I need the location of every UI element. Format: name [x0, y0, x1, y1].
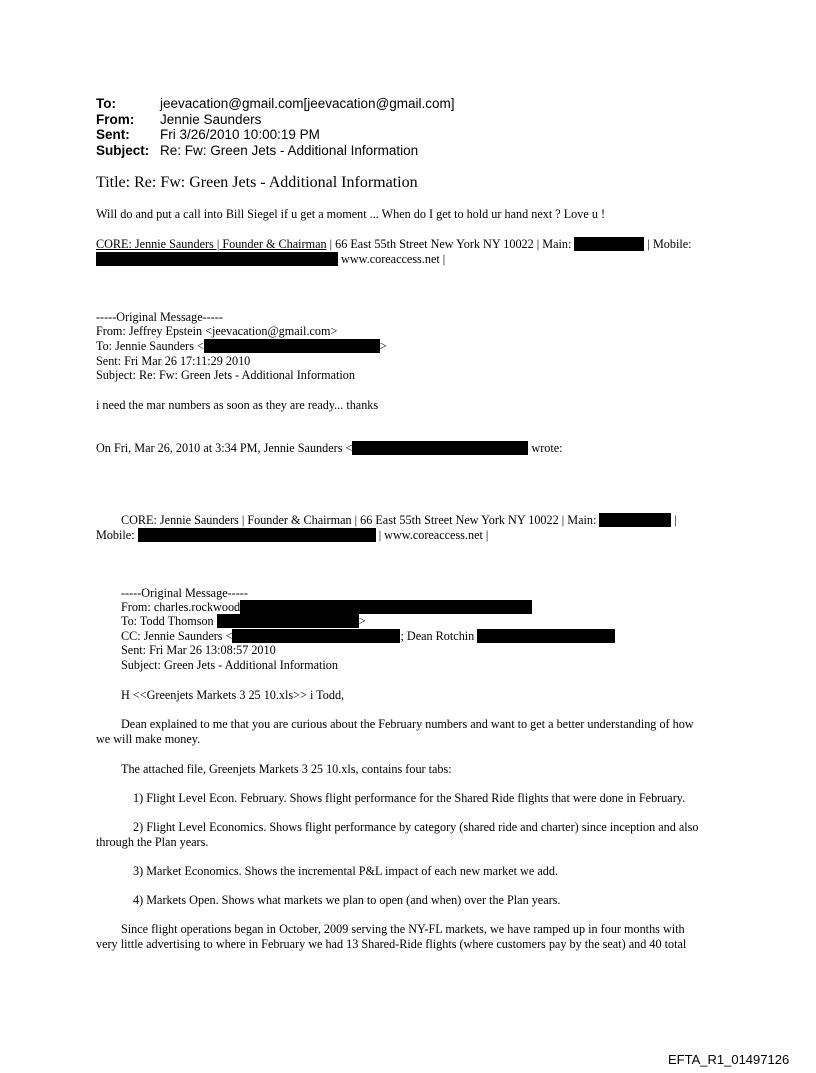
signature-2-core: CORE: Jennie Saunders | Founder & Chairman | 66 East 55th Street New York NY 10022 | Main: — [121, 513, 597, 527]
quote-prefix: On Fri, Mar 26, 2010 at 3:34 PM, Jennie Saunders < — [96, 441, 353, 455]
to-text: To: Jennie Saunders < — [96, 339, 204, 353]
original-message-2-marker: -----Original Message----- — [121, 586, 248, 600]
original-message-2-subject: Subject: Green Jets - Additional Information — [121, 658, 338, 672]
original-message-1-sent: Sent: Fri Mar 26 17:11:29 2010 — [96, 354, 251, 368]
original-message-1-marker: -----Original Message----- — [96, 310, 223, 324]
from-text: From: charles.rockwood — [121, 600, 241, 614]
signature-website: www.coreaccess.net | — [341, 252, 446, 266]
original-message-2-sent: Sent: Fri Mar 26 13:08:57 2010 — [121, 643, 276, 657]
redaction-box — [217, 614, 359, 628]
redaction-box — [477, 629, 615, 643]
original-message-1-body: i need the mar numbers as soon as they are ready... thanks — [96, 398, 379, 412]
original-message-1-to — [96, 339, 387, 353]
paragraph-3-line-1: Since flight operations began in October, 2009 serving the NY-FL markets, we have ramped up in four months with — [121, 922, 685, 936]
to-text: To: Todd Thomson — [121, 614, 214, 628]
signature-core-rest: | 66 East 55th Street New York NY 10022 | Main: — [326, 237, 572, 251]
signature-2-line-1 — [121, 513, 677, 527]
signature-2-line-2 — [96, 528, 488, 542]
original-message-2-cc — [121, 629, 615, 643]
list-item-2-line-2: through the Plan years. — [96, 835, 209, 849]
from-label: From: — [96, 111, 135, 127]
sent-row — [96, 127, 455, 143]
from-value: Jennie Saunders — [160, 111, 262, 127]
paragraph-2: The attached file, Greenjets Markets 3 25 10.xls, contains four tabs: — [121, 762, 452, 776]
original-message-1-from: From: Jeffrey Epstein <jeevacation@gmail.com> — [96, 324, 338, 338]
redaction-box — [204, 339, 380, 353]
to-row — [96, 96, 455, 112]
to-end: > — [358, 614, 366, 628]
bates-number: EFTA_R1_01497126 — [668, 1052, 790, 1067]
signature-mobile-label: | Mobile: — [647, 237, 692, 251]
email-header — [96, 96, 455, 158]
original-message-2-to — [121, 614, 366, 628]
redaction-box — [574, 237, 644, 251]
to-value: jeevacation@gmail.com[jeevacation@gmail.com] — [160, 96, 455, 111]
signature-1-line-1 — [96, 237, 692, 251]
greeting: H <<Greenjets Markets 3 25 10.xls>> i Todd, — [121, 688, 345, 702]
redaction-box — [138, 528, 376, 542]
original-message-2-from — [121, 600, 532, 614]
original-message-1-subject: Subject: Re: Fw: Green Jets - Additional Information — [96, 368, 355, 382]
paragraph-3-line-2: very little advertising to where in February we had 13 Shared-Ride flights (where customers pay by the seat) and 40 total — [96, 937, 687, 951]
redaction-box — [599, 513, 671, 527]
quote-header — [96, 441, 563, 455]
list-item-3: 3) Market Economics. Shows the incremental P&L impact of each new market we add. — [133, 864, 558, 878]
redaction-box — [232, 629, 400, 643]
list-item-4: 4) Markets Open. Shows what markets we plan to open (and when) over the Plan years. — [133, 893, 561, 907]
to-label: To: — [96, 96, 116, 111]
signature-2-bar: | — [674, 513, 677, 527]
signature-1-line-2 — [96, 252, 445, 266]
document-title: Title: Re: Fw: Green Jets - Additional Information — [96, 174, 418, 191]
from-row — [96, 112, 455, 128]
cc-prefix: CC: Jennie Saunders < — [121, 629, 233, 643]
redaction-box — [352, 441, 528, 455]
subject-row — [96, 143, 455, 159]
subject-value: Re: Fw: Green Jets - Additional Information — [160, 142, 419, 158]
to-end: > — [379, 339, 387, 353]
signature-core-prefix: CORE: Jennie Saunders | Founder & Chairman — [96, 237, 327, 251]
paragraph-1-line-2: we will make money. — [96, 732, 201, 746]
list-item-1: 1) Flight Level Econ. February. Shows flight performance for the Shared Ride flights that were done in February. — [133, 791, 686, 805]
signature-2-website: | www.coreaccess.net | — [378, 528, 489, 542]
body-line-1: Will do and put a call into Bill Siegel if u get a moment ... When do I get to hold ur hand next ? Love u ! — [96, 207, 606, 221]
sent-label: Sent: — [96, 127, 130, 142]
signature-2-mobile-label: Mobile: — [96, 528, 135, 542]
quote-suffix: wrote: — [531, 441, 563, 455]
subject-label: Subject: — [96, 142, 150, 158]
list-item-2-line-1: 2) Flight Level Economics. Shows flight performance by category (shared ride and charter) since inception and also — [133, 820, 699, 834]
paragraph-1-line-1: Dean explained to me that you are curious about the February numbers and want to get a better understanding of how — [121, 717, 694, 731]
redaction-box — [96, 252, 338, 266]
cc-mid: ; Dean Rotchin — [400, 629, 475, 643]
sent-value: Fri 3/26/2010 10:00:19 PM — [160, 127, 320, 142]
redaction-box — [240, 600, 532, 614]
